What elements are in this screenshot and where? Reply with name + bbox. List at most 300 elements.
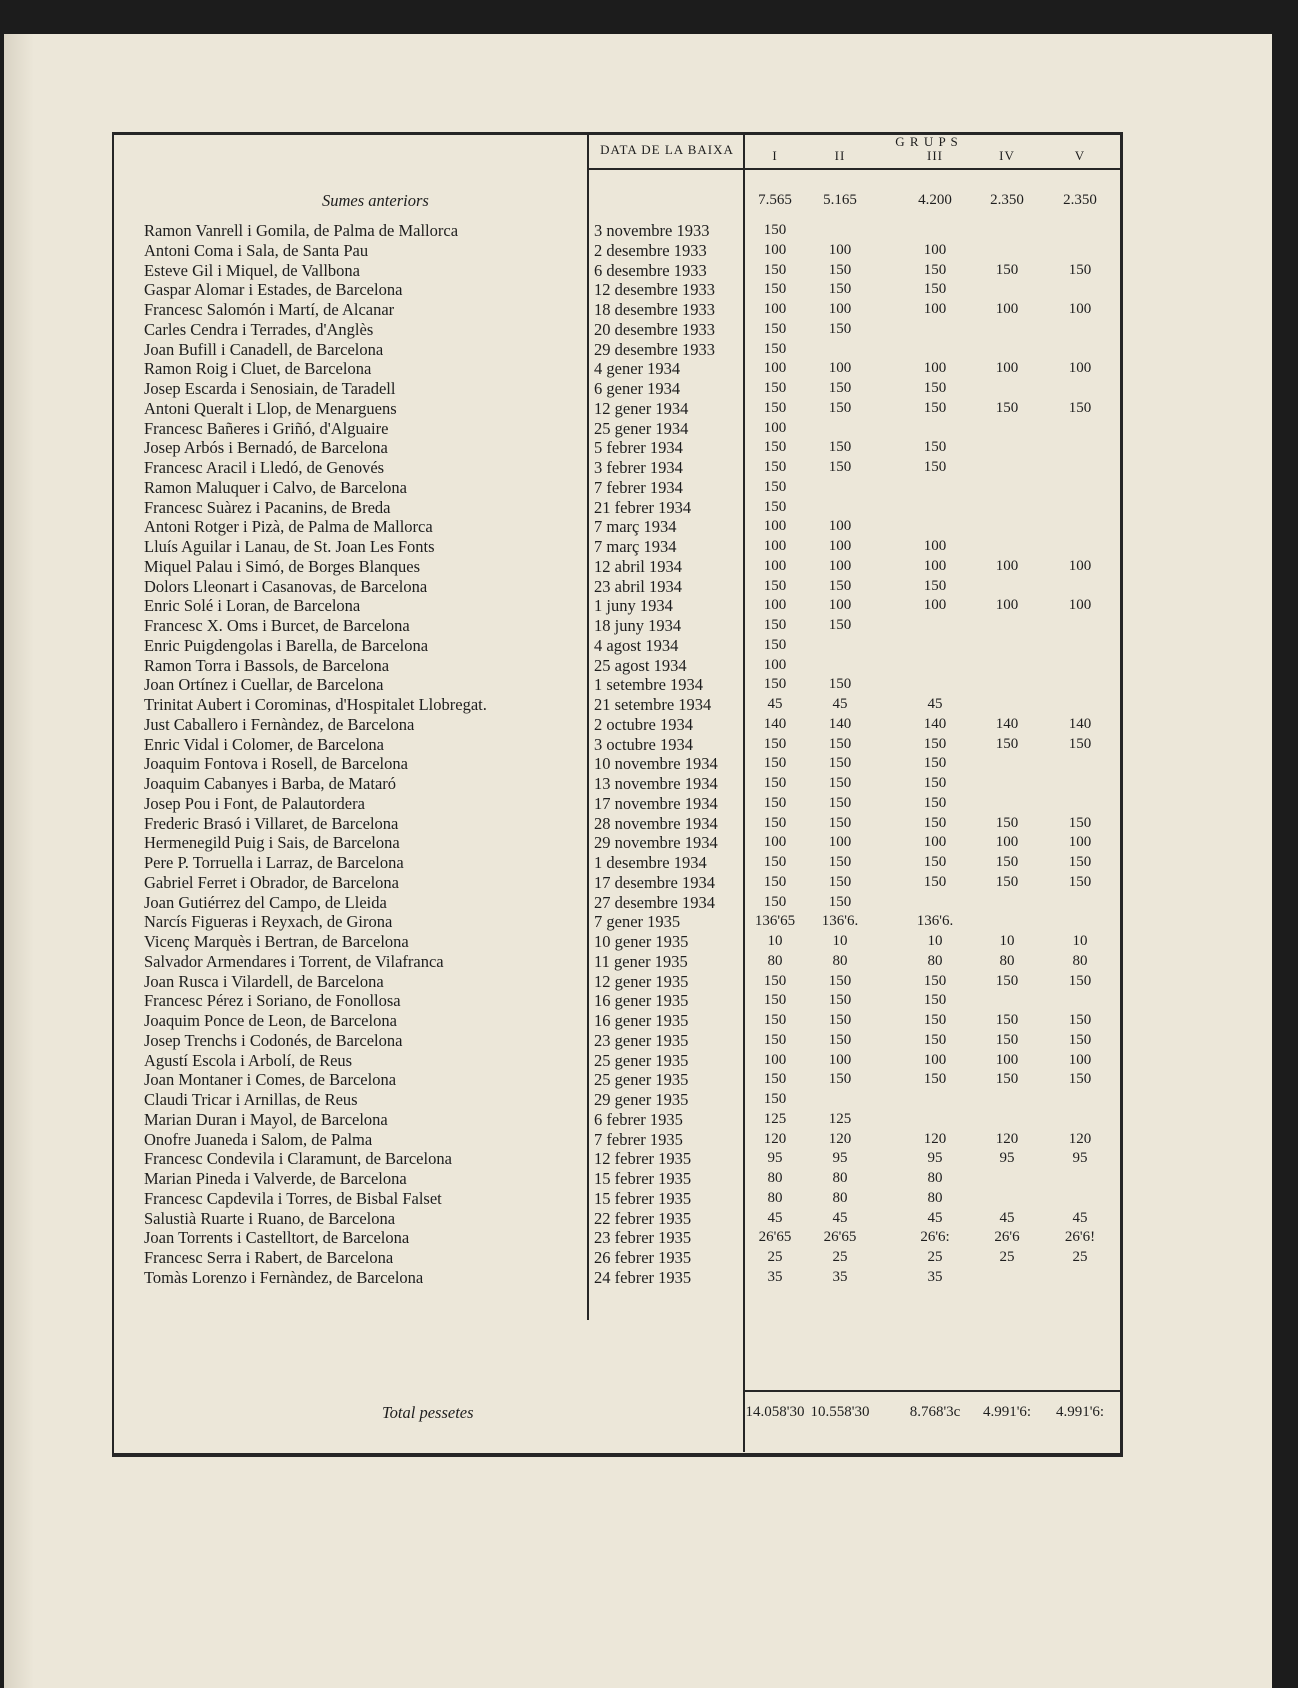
leave-date: 7 febrer 1934 — [594, 477, 683, 497]
group-v-amount: 150 — [1068, 873, 1092, 890]
leave-date: 17 novembre 1934 — [594, 793, 718, 813]
table-row — [112, 319, 1122, 340]
group-ii-amount: 100 — [828, 834, 852, 851]
table-row — [112, 1010, 1122, 1031]
member-name: Joan Montaner i Comes, de Barcelona — [144, 1070, 397, 1090]
group-iv-amount: 45 — [999, 1209, 1015, 1226]
member-name: Enric Solé i Loran, de Barcelona — [144, 596, 361, 616]
leave-date: 4 gener 1934 — [594, 359, 681, 379]
group-v-amount: 10 — [1072, 933, 1088, 949]
group-iii-amount: 100 — [923, 557, 947, 574]
group-iii-amount: 100 — [923, 834, 947, 851]
member-name: Joan Ortínez i Cuellar, de Barcelona — [144, 675, 384, 695]
group-i-amount: 100 — [763, 597, 787, 614]
group-iv-amount: 150 — [995, 873, 1019, 890]
member-name: Francesc Capdevila i Torres, de Bisbal Falset — [144, 1188, 442, 1208]
leave-date: 15 febrer 1935 — [594, 1188, 692, 1208]
group-ii-amount: 150 — [828, 972, 852, 989]
group-i-amount: 25 — [767, 1249, 783, 1265]
group-i-amount: 150 — [763, 222, 787, 238]
table-row — [112, 734, 1122, 755]
leave-date: 2 desembre 1933 — [594, 240, 707, 260]
group-v-amount: 150 — [1068, 1031, 1092, 1048]
group-i-amount: 80 — [767, 1170, 783, 1186]
group-i-amount: 150 — [763, 873, 787, 890]
member-name: Narcís Figueras i Reyxach, de Girona — [144, 912, 393, 932]
leave-date: 13 novembre 1934 — [594, 774, 718, 793]
group-iii-amount: 25 — [927, 1249, 943, 1265]
member-name: Antoni Rotger i Pizà, de Palma de Mallorca — [144, 517, 433, 537]
group-ii-amount: 150 — [828, 676, 852, 693]
group-i-amount: 100 — [763, 241, 787, 258]
group-i-amount: 150 — [763, 498, 787, 515]
member-name: Enric Vidal i Colomer, de Barcelona — [144, 734, 384, 754]
previous-sum-iii: 4.200 — [918, 192, 952, 208]
group-i-amount: 100 — [763, 419, 787, 436]
group-ii-amount: 150 — [828, 399, 852, 416]
table-row — [112, 279, 1122, 300]
group-iii-amount: 150 — [923, 814, 947, 831]
group-ii-amount: 35 — [832, 1268, 848, 1285]
group-ii-amount: 150 — [828, 794, 852, 811]
group-iii-amount: 35 — [927, 1268, 943, 1285]
group-ii-amount: 150 — [828, 1012, 852, 1028]
group-v-amount: 150 — [1068, 261, 1092, 278]
header-underline — [589, 168, 1120, 170]
group-i-amount: 100 — [763, 360, 787, 377]
member-name: Gabriel Ferret i Obrador, de Barcelona — [144, 872, 399, 892]
member-name: Francesc Suàrez i Pacanins, de Breda — [144, 497, 391, 517]
total-v: 4.991'6: — [1055, 1404, 1105, 1420]
group-i-amount: 10 — [767, 933, 783, 949]
group-i-amount: 150 — [763, 320, 787, 337]
group-iii-amount: 150 — [923, 775, 947, 791]
group-i-amount: 150 — [763, 261, 787, 278]
group-ii-amount: 120 — [828, 1130, 852, 1147]
leave-date: 10 novembre 1934 — [594, 754, 718, 774]
group-i-amount: 150 — [763, 617, 787, 633]
group-ii-amount: 25 — [832, 1249, 848, 1265]
group-v-amount: 100 — [1068, 1051, 1092, 1068]
group-iii-amount: 10 — [927, 933, 943, 949]
group-iii-amount: 150 — [923, 854, 947, 870]
table-row — [112, 497, 1122, 518]
table-row — [112, 1168, 1122, 1189]
group-iii-amount: 80 — [927, 1189, 943, 1206]
group-iv-amount: 80 — [999, 952, 1015, 969]
group-ii-amount: 150 — [828, 439, 852, 456]
member-name: Ramon Vanrell i Gomila, de Palma de Mallorca — [144, 221, 459, 240]
group-i-amount: 35 — [767, 1268, 783, 1285]
table-row — [112, 1227, 1122, 1248]
group-iii-amount: 100 — [923, 241, 947, 258]
group-ii-amount: 100 — [828, 557, 852, 574]
group-v-amount: 150 — [1068, 735, 1092, 752]
group-i-amount: 125 — [763, 1110, 787, 1127]
group-iii-amount: 95 — [927, 1150, 943, 1167]
member-name: Esteve Gil i Miquel, de Vallbona — [144, 260, 360, 280]
member-name: Marian Pineda i Valverde, de Barcelona — [144, 1169, 407, 1188]
member-name: Carles Cendra i Terrades, d'Anglès — [144, 319, 374, 339]
leave-date: 27 desembre 1934 — [594, 892, 715, 912]
leave-date: 16 gener 1935 — [594, 1011, 689, 1030]
group-i-amount: 136'65 — [754, 913, 796, 930]
group-iv-amount: 150 — [995, 261, 1019, 278]
leave-date: 29 gener 1935 — [594, 1090, 689, 1109]
table-row — [112, 1069, 1122, 1090]
group-iv-amount: 150 — [995, 1012, 1019, 1028]
member-name: Ramon Roig i Cluet, de Barcelona — [144, 359, 372, 379]
total-i: 14.058'30 — [745, 1404, 805, 1420]
leave-date: 21 febrer 1934 — [594, 497, 692, 517]
group-i-amount: 100 — [763, 834, 787, 851]
group-i-amount: 150 — [763, 814, 787, 831]
group-iv-amount: 10 — [999, 933, 1015, 949]
table-row — [112, 1188, 1122, 1209]
group-ii-amount: 100 — [828, 301, 852, 317]
group-iv-amount: 150 — [995, 399, 1019, 416]
group-ii-amount: 100 — [828, 1051, 852, 1068]
group-iii-amount: 150 — [923, 439, 947, 456]
table-row — [112, 872, 1122, 893]
group-ii-amount: 125 — [828, 1110, 852, 1127]
group-v-amount: 80 — [1072, 952, 1088, 969]
table-row — [112, 576, 1122, 597]
table-row — [112, 477, 1122, 498]
group-ii-amount: 136'6. — [821, 913, 859, 930]
leave-date: 7 març 1934 — [594, 537, 677, 556]
group-header-i: I — [772, 148, 778, 163]
leave-date: 25 gener 1935 — [594, 1050, 689, 1070]
group-iii-amount: 150 — [923, 972, 947, 989]
leave-date: 12 gener 1934 — [594, 398, 689, 418]
group-i-amount: 26'65 — [758, 1229, 792, 1246]
group-ii-amount: 80 — [832, 1189, 848, 1206]
table-row — [112, 971, 1122, 992]
group-iii-amount: 100 — [923, 301, 947, 317]
table-row — [112, 556, 1122, 577]
member-name: Josep Trenchs i Codonés, de Barcelona — [144, 1030, 403, 1050]
group-v-amount: 140 — [1068, 715, 1092, 732]
leave-date: 3 octubre 1934 — [594, 734, 693, 754]
group-i-amount: 150 — [763, 1091, 787, 1107]
group-iv-amount: 25 — [999, 1249, 1015, 1265]
group-iii-amount: 120 — [923, 1130, 947, 1147]
group-iii-amount: 100 — [923, 597, 947, 614]
leave-date: 15 febrer 1935 — [594, 1169, 692, 1188]
member-name: Ramon Maluquer i Calvo, de Barcelona — [144, 477, 408, 497]
leave-date: 28 novembre 1934 — [594, 813, 718, 833]
table-row — [112, 240, 1122, 261]
table-row — [112, 1050, 1122, 1071]
member-name: Joan Bufill i Canadell, de Barcelona — [144, 339, 384, 359]
member-name: Josep Pou i Font, de Palautordera — [144, 793, 365, 813]
leave-date: 10 gener 1935 — [594, 932, 689, 951]
group-i-amount: 150 — [763, 755, 787, 772]
group-ii-amount: 10 — [832, 933, 848, 949]
previous-sum-iv: 2.350 — [990, 192, 1024, 208]
leave-date: 23 gener 1935 — [594, 1030, 689, 1050]
group-ii-amount: 45 — [832, 696, 848, 712]
table-row — [112, 339, 1122, 360]
group-iv-amount: 150 — [995, 814, 1019, 831]
group-iv-amount: 150 — [995, 854, 1019, 870]
table-row — [112, 892, 1122, 913]
group-ii-amount: 95 — [832, 1150, 848, 1167]
group-ii-amount: 150 — [828, 617, 852, 633]
table-row — [112, 674, 1122, 695]
table-row — [112, 694, 1122, 715]
group-header-v: V — [1074, 148, 1086, 163]
group-ii-amount: 150 — [828, 893, 852, 910]
member-name: Tomàs Lorenzo i Fernàndez, de Barcelona — [144, 1267, 424, 1287]
table-row — [112, 951, 1122, 972]
group-i-amount: 150 — [763, 676, 787, 693]
table-row — [112, 1247, 1122, 1268]
table-row — [112, 260, 1122, 281]
group-ii-amount: 150 — [828, 380, 852, 396]
group-iv-amount: 100 — [995, 557, 1019, 574]
table-row — [112, 398, 1122, 419]
table-row — [112, 773, 1122, 794]
leave-date: 2 octubre 1934 — [594, 714, 693, 734]
member-name: Joan Torrents i Castelltort, de Barcelona — [144, 1228, 410, 1248]
group-iii-amount: 100 — [923, 360, 947, 377]
group-iii-amount: 150 — [923, 735, 947, 752]
previous-sums-row — [112, 190, 1122, 211]
group-i-amount: 150 — [763, 281, 787, 298]
table-row — [112, 595, 1122, 616]
leave-date: 6 gener 1934 — [594, 379, 681, 398]
member-name: Marian Duran i Mayol, de Barcelona — [144, 1109, 388, 1129]
group-v-amount: 150 — [1068, 854, 1092, 870]
member-name: Joan Gutiérrez del Campo, de Lleida — [144, 892, 387, 912]
group-header-iv: IV — [999, 148, 1015, 163]
leave-date: 12 abril 1934 — [594, 556, 682, 576]
group-iii-amount: 150 — [923, 755, 947, 772]
group-ii-amount: 140 — [828, 715, 852, 732]
leave-date: 20 desembre 1933 — [594, 319, 715, 339]
member-name: Hermenegild Puig i Sais, de Barcelona — [144, 833, 400, 853]
leave-date: 3 novembre 1933 — [594, 221, 710, 240]
member-name: Josep Arbós i Bernadó, de Barcelona — [144, 438, 388, 458]
group-ii-amount: 150 — [828, 281, 852, 298]
table-row — [112, 655, 1122, 676]
member-name: Joan Rusca i Vilardell, de Barcelona — [144, 971, 384, 991]
leave-date: 12 gener 1935 — [594, 971, 689, 991]
group-iii-amount: 80 — [927, 952, 943, 969]
group-ii-amount: 150 — [828, 459, 852, 475]
member-name: Joaquim Fontova i Rosell, de Barcelona — [144, 754, 408, 774]
date-column-header: DATA DE LA BAIXA — [600, 142, 734, 157]
group-iii-amount: 150 — [923, 992, 947, 1009]
group-ii-amount: 150 — [828, 577, 852, 594]
table-row — [112, 378, 1122, 399]
contributions-table — [112, 132, 1122, 1458]
leave-date: 3 febrer 1934 — [594, 458, 683, 477]
group-ii-amount: 80 — [832, 1170, 848, 1186]
member-name: Francesc X. Oms i Burcet, de Barcelona — [144, 616, 410, 635]
group-ii-amount: 150 — [828, 320, 852, 337]
table-row — [112, 852, 1122, 873]
total-row — [112, 1402, 1122, 1423]
group-iii-amount: 150 — [923, 261, 947, 278]
table-row — [112, 813, 1122, 834]
group-ii-amount: 150 — [828, 1071, 852, 1088]
table-row — [112, 714, 1122, 735]
leave-date: 7 gener 1935 — [594, 912, 681, 932]
table-row — [112, 1129, 1122, 1150]
group-ii-amount: 100 — [828, 360, 852, 377]
group-i-amount: 150 — [763, 1031, 787, 1048]
group-i-amount: 95 — [767, 1150, 783, 1167]
group-iii-amount: 150 — [923, 577, 947, 594]
group-v-amount: 25 — [1072, 1249, 1088, 1265]
group-i-amount: 150 — [763, 340, 787, 357]
group-i-amount: 150 — [763, 972, 787, 989]
table-row — [112, 1109, 1122, 1130]
leave-date: 5 febrer 1934 — [594, 438, 683, 458]
member-name: Agustí Escola i Arbolí, de Reus — [144, 1050, 353, 1070]
group-iv-amount: 100 — [995, 597, 1019, 614]
total-label: Total pessetes — [382, 1403, 474, 1422]
group-iv-amount: 100 — [995, 1051, 1019, 1068]
group-ii-amount: 150 — [828, 992, 852, 1009]
total-iv: 4.991'6: — [982, 1404, 1032, 1420]
leave-date: 25 gener 1934 — [594, 418, 689, 438]
member-name: Francesc Bañeres i Griñó, d'Alguaire — [144, 418, 389, 438]
leave-date: 24 febrer 1935 — [594, 1267, 692, 1287]
leave-date: 25 agost 1934 — [594, 655, 687, 675]
table-row — [112, 635, 1122, 656]
member-name: Josep Escarda i Senosiain, de Taradell — [144, 379, 396, 398]
group-v-amount: 100 — [1068, 360, 1092, 377]
member-name: Trinitat Aubert i Corominas, d'Hospitalet Llobregat. — [144, 695, 487, 714]
previous-sum-v: 2.350 — [1063, 192, 1097, 208]
group-iv-amount: 26'6 — [994, 1229, 1020, 1246]
group-iii-amount: 80 — [927, 1170, 943, 1186]
group-ii-amount: 100 — [828, 241, 852, 258]
group-v-amount: 150 — [1068, 1012, 1092, 1028]
group-iii-amount: 150 — [923, 794, 947, 811]
group-i-amount: 150 — [763, 1012, 787, 1028]
group-iv-amount: 150 — [995, 1031, 1019, 1048]
group-ii-amount: 100 — [828, 518, 852, 535]
member-name: Miquel Palau i Simó, de Borges Blanques — [144, 556, 421, 576]
group-ii-amount: 100 — [828, 538, 852, 554]
group-i-amount: 45 — [767, 1209, 783, 1226]
group-iii-amount: 150 — [923, 281, 947, 298]
leave-date: 26 febrer 1935 — [594, 1248, 692, 1267]
group-v-amount: 45 — [1072, 1209, 1088, 1226]
group-i-amount: 150 — [763, 893, 787, 910]
group-i-amount: 100 — [763, 538, 787, 554]
leave-date: 4 agost 1934 — [594, 635, 679, 655]
leave-date: 12 desembre 1933 — [594, 280, 715, 300]
leave-date: 6 febrer 1935 — [594, 1109, 683, 1129]
group-ii-amount: 150 — [828, 854, 852, 870]
group-v-amount: 95 — [1072, 1150, 1088, 1167]
group-i-amount: 100 — [763, 301, 787, 317]
leave-date: 16 gener 1935 — [594, 991, 689, 1011]
member-name: Pere P. Torruella i Larraz, de Barcelona — [144, 853, 404, 872]
member-name: Lluís Aguilar i Lanau, de St. Joan Les Fonts — [144, 537, 435, 556]
member-name: Joaquim Cabanyes i Barba, de Mataró — [144, 774, 397, 793]
group-iv-amount: 150 — [995, 735, 1019, 752]
group-header-iii: III — [927, 148, 943, 163]
leave-date: 23 abril 1934 — [594, 576, 682, 596]
group-ii-amount: 150 — [828, 1031, 852, 1048]
group-i-amount: 150 — [763, 399, 787, 416]
group-iii-amount: 150 — [923, 1071, 947, 1088]
previous-sum-i: 7.565 — [758, 192, 792, 208]
group-iii-amount: 150 — [923, 459, 947, 475]
group-i-amount: 100 — [763, 518, 787, 535]
group-i-amount: 100 — [763, 1051, 787, 1068]
group-i-amount: 80 — [767, 1189, 783, 1206]
group-ii-amount: 150 — [828, 814, 852, 831]
groups-header: G R U P S — [895, 134, 959, 149]
member-name: Ramon Torra i Bassols, de Barcelona — [144, 655, 390, 675]
group-iv-amount: 150 — [995, 1071, 1019, 1088]
group-ii-amount: 150 — [828, 735, 852, 752]
table-row — [112, 1208, 1122, 1229]
member-name: Enric Puigdengolas i Barella, de Barcelona — [144, 635, 429, 655]
table-row — [112, 437, 1122, 458]
group-i-amount: 150 — [763, 439, 787, 456]
group-iv-amount: 100 — [995, 834, 1019, 851]
group-i-amount: 150 — [763, 1071, 787, 1088]
table-row — [112, 516, 1122, 537]
member-name: Francesc Pérez i Soriano, de Fonollosa — [144, 991, 401, 1011]
page-binding-edge — [4, 34, 34, 1688]
member-name: Francesc Serra i Rabert, de Barcelona — [144, 1248, 394, 1267]
leave-date: 18 desembre 1933 — [594, 300, 715, 319]
group-header-ii: II — [834, 148, 846, 163]
member-name: Francesc Salomón i Martí, de Alcanar — [144, 300, 395, 319]
group-v-amount: 150 — [1068, 1071, 1092, 1088]
group-i-amount: 150 — [763, 735, 787, 752]
leave-date: 7 febrer 1935 — [594, 1129, 683, 1149]
previous-sums-label: Sumes anteriors — [322, 191, 429, 210]
group-iv-amount: 100 — [995, 360, 1019, 377]
table-row — [112, 457, 1122, 478]
table-row — [112, 536, 1122, 557]
group-iii-amount: 45 — [927, 696, 943, 712]
group-v-amount: 120 — [1068, 1130, 1092, 1147]
member-name: Gaspar Alomar i Estades, de Barcelona — [144, 280, 403, 300]
group-i-amount: 80 — [767, 952, 783, 969]
table-row — [112, 753, 1122, 774]
member-name: Claudi Tricar i Arnillas, de Reus — [144, 1090, 358, 1109]
group-v-amount: 100 — [1068, 301, 1092, 317]
table-row — [112, 1030, 1122, 1051]
member-name: Dolors Lleonart i Casanovas, de Barcelona — [144, 576, 428, 596]
group-iii-amount: 45 — [927, 1209, 943, 1226]
table-row — [112, 911, 1122, 932]
group-v-amount: 150 — [1068, 399, 1092, 416]
group-i-amount: 100 — [763, 557, 787, 574]
leave-date: 1 desembre 1934 — [594, 853, 707, 872]
member-name: Joaquim Ponce de Leon, de Barcelona — [144, 1011, 397, 1030]
leave-date: 17 desembre 1934 — [594, 872, 715, 892]
member-name: Francesc Aracil i Lledó, de Genovés — [144, 458, 385, 477]
group-iii-amount: 100 — [923, 538, 947, 554]
group-ii-amount: 100 — [828, 597, 852, 614]
group-iii-amount: 150 — [923, 1012, 947, 1028]
group-i-amount: 150 — [763, 478, 787, 495]
group-ii-amount: 150 — [828, 775, 852, 791]
